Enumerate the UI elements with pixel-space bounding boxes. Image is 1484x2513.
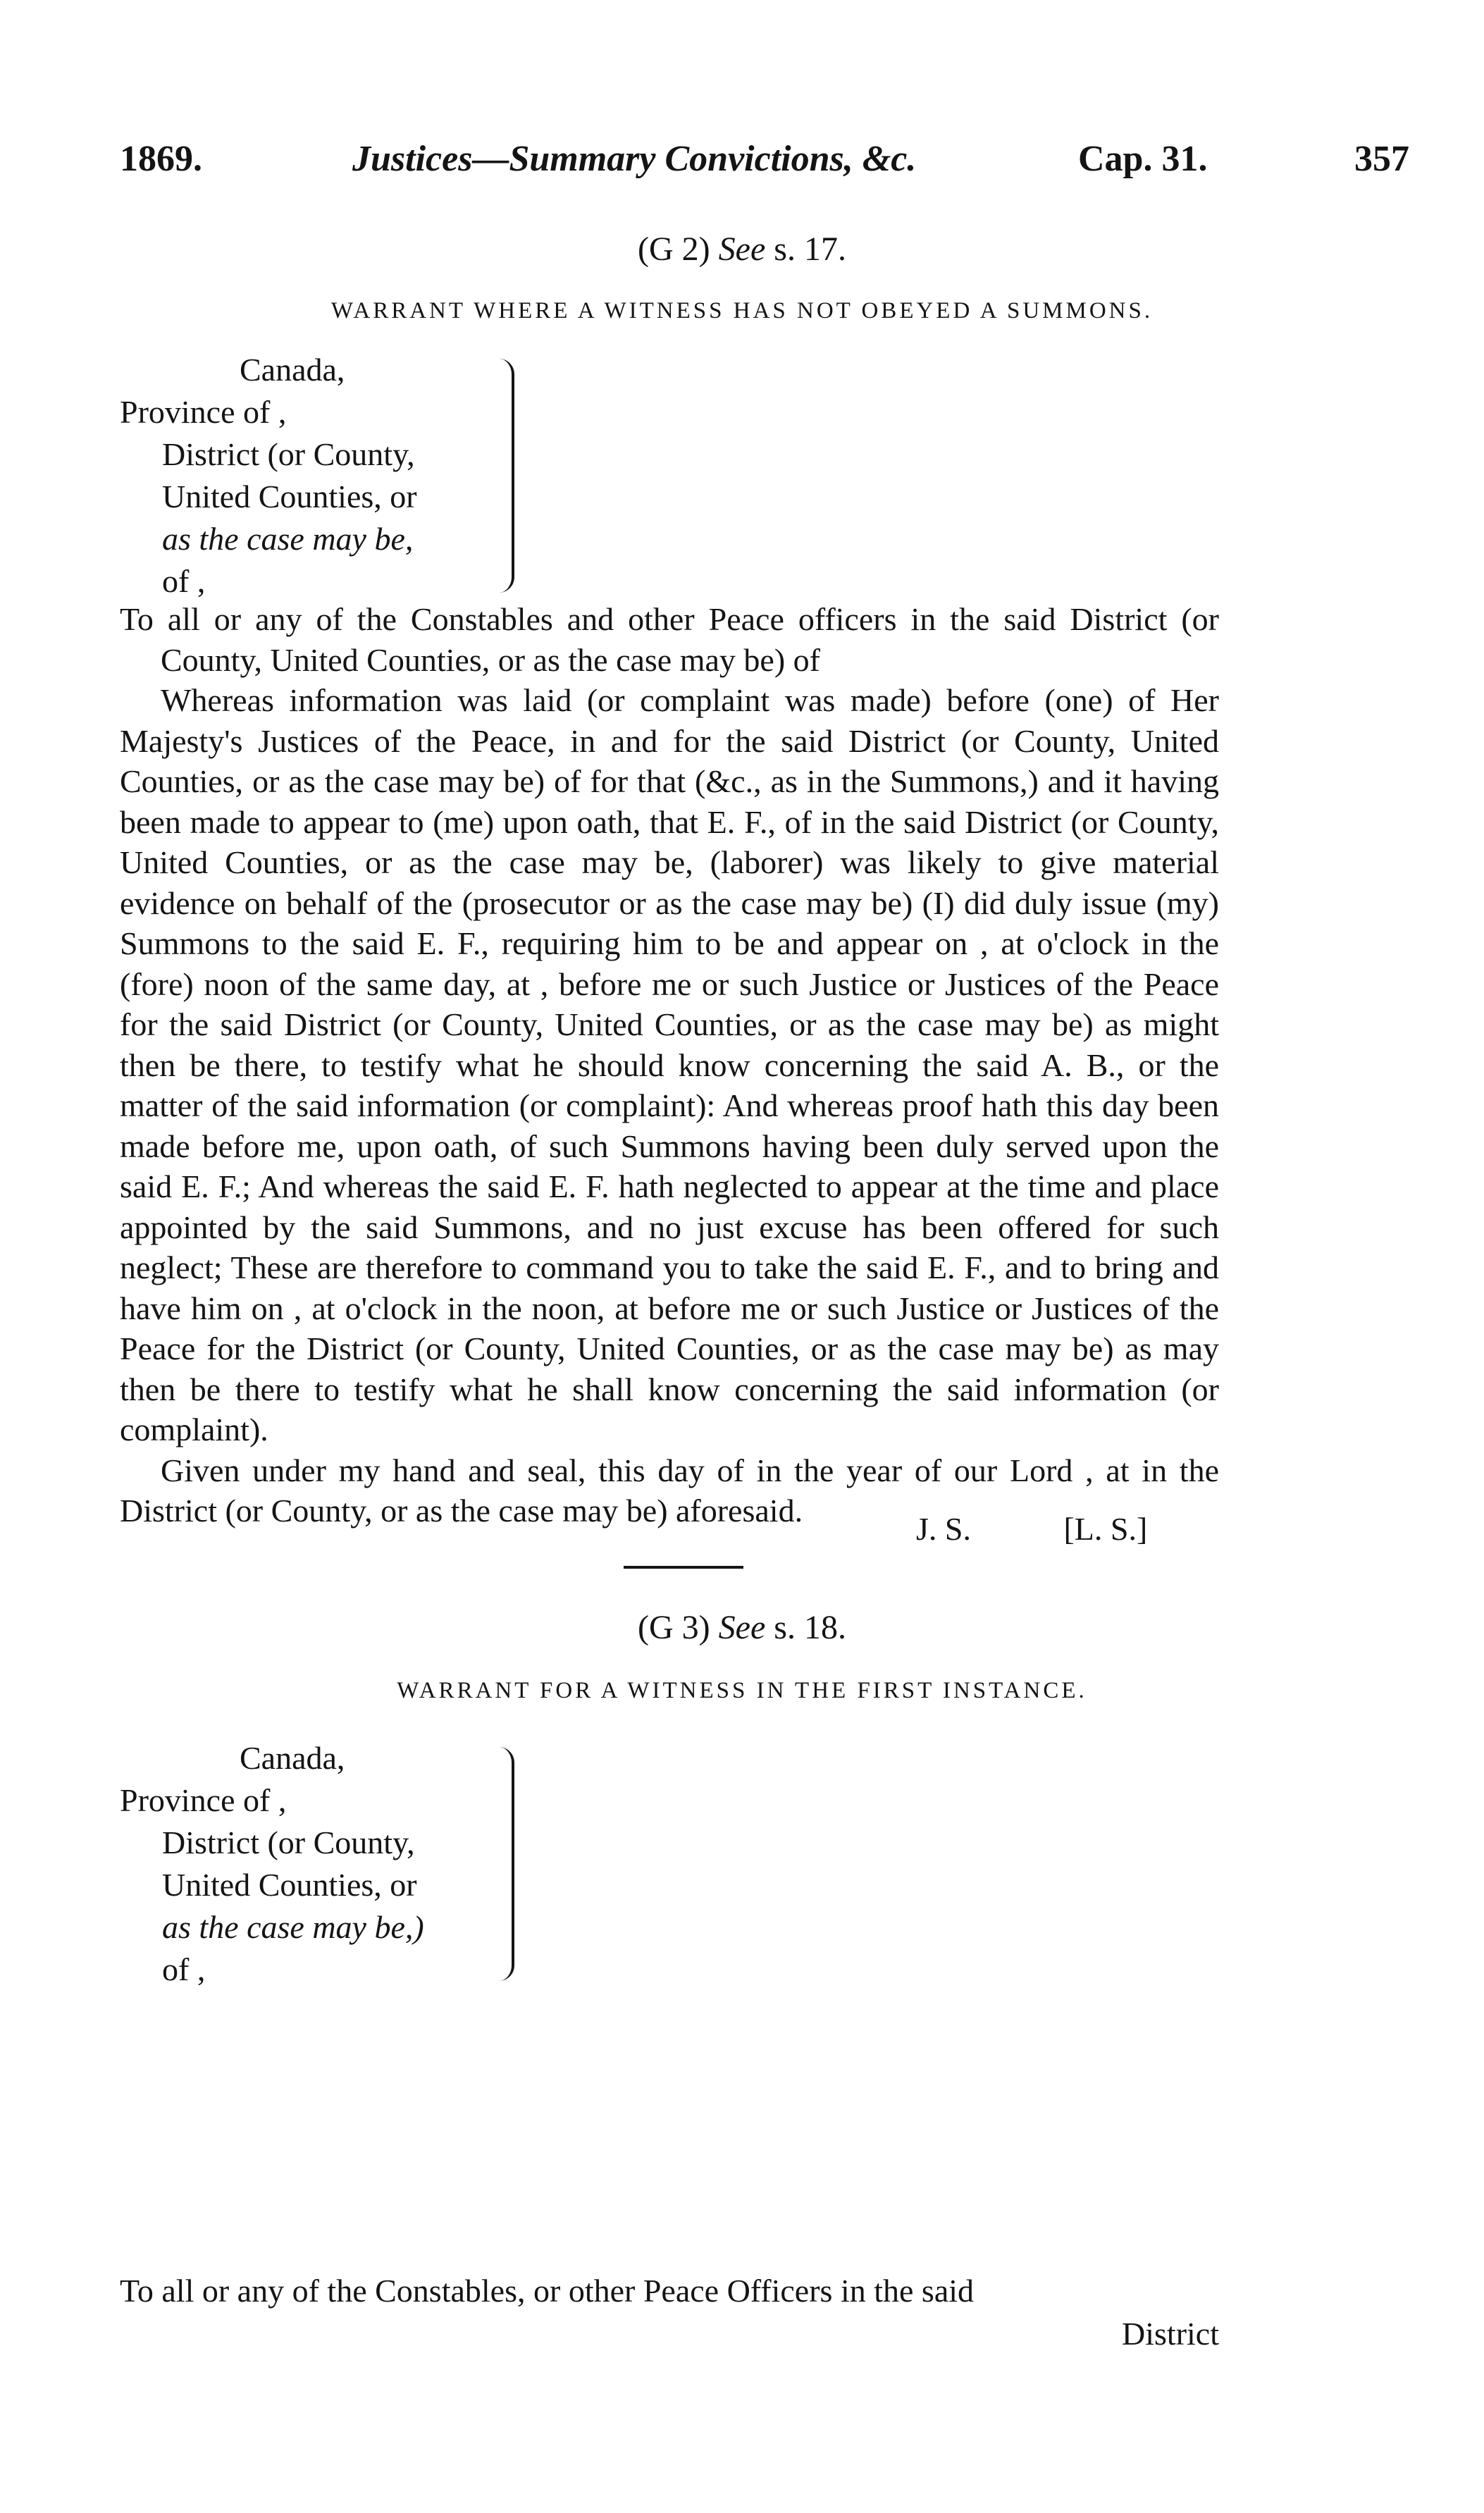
header-title: Justices—Summary Convictions, &c. [352, 139, 917, 179]
venue-line: as the case may be, [162, 521, 414, 557]
venue-line: as the case may be,) [162, 1909, 424, 1945]
form-g2-body [120, 599, 1219, 1531]
signature-block [916, 1510, 1147, 1548]
venue-line: United Counties, or [162, 1867, 417, 1903]
venue-line: Province of , [120, 1782, 287, 1818]
venue-bracket [499, 359, 514, 593]
attestation-paragraph: Given under my hand and seal, this day of in the year of our Lord , at in the District (or County, or as the case may be) aforesaid. [120, 1452, 1219, 1529]
venue-bracket [499, 1747, 514, 1981]
running-head [120, 138, 1409, 187]
form-g3-body [120, 2271, 1219, 2311]
form-g3-label: (G 3) See s. 18. [638, 1609, 846, 1646]
venue-line: District (or County, [162, 436, 415, 472]
venue-line: United Counties, or [162, 478, 417, 514]
venue-line: Province of , [120, 394, 287, 430]
header-year: 1869. [120, 139, 202, 179]
venue-line: District (or County, [162, 1824, 415, 1860]
recital-paragraph: Whereas information was laid (or complaint was made) before (one) of Her Majesty's Justices of the Peace, in and for the said District (or County, United Counties, or as the case may be) of for that (&c., as in the Summons,) and it having been made to appear to (me) upon oath, that E. F., of in the said District (or County, United Counties, or as the case may be, (laborer) was likely to give material evidence on behalf of the (prosecutor or as the case may be) (I) did duly issue (my) Summons to the said E. F., requiring him to be and appear on , at o'clock in the (fore) noon of the same day, at , before me or such Justice or Justices of the Peace for the said District (or County, United Counties, or as the case may be) as might then be there, to testify what he should know concerning the said A. B., or the matter of the said information (or complaint): And whereas proof hath this day been made before me, upon oath, of such Summons having been duly served upon the said E. F.; And whereas the said E. F. hath neglected to appear at the time and place appointed by the said Summons, and no just excuse has been offered for such neglect; These are therefore to command you to take the said E. F., and to bring and have him on , at o'clock in the noon, at before me or such Justice or Justices of the Peace for the District (or County, United Counties, or as the case may be) as may then be there to testify what he shall know concerning the said information (or complaint). [120, 682, 1219, 1447]
form-g2-label: (G 2) See s. 17. [638, 230, 846, 268]
venue-line: Canada, [240, 352, 345, 388]
form-g3-venue [120, 1737, 514, 1991]
form-g3-heading: WARRANT FOR A WITNESS IN THE FIRST INSTANCE. [397, 1678, 1087, 1703]
form-g2-heading: WARRANT WHERE A WITNESS HAS NOT OBEYED A SUMMONS. [330, 298, 1154, 323]
header-chapter: Cap. 31. [1078, 139, 1208, 179]
continuation-word: District [1122, 2316, 1219, 2352]
seal-mark: [L. S.] [1063, 1511, 1148, 1547]
address-paragraph: To all or any of the Constables, or other Peace Officers in the said [120, 2273, 975, 2309]
venue-line: Canada, [240, 1740, 345, 1776]
form-g2-venue [120, 349, 514, 603]
address-paragraph: To all or any of the Constables and other Peace officers in the said District (or County, United Counties, or as the case may be) of [120, 601, 1219, 678]
venue-line: of , [162, 563, 206, 599]
page-number: 357 [1354, 139, 1409, 179]
signature: J. S. [916, 1511, 971, 1547]
section-divider [624, 1566, 743, 1569]
venue-line: of , [162, 1951, 206, 1987]
